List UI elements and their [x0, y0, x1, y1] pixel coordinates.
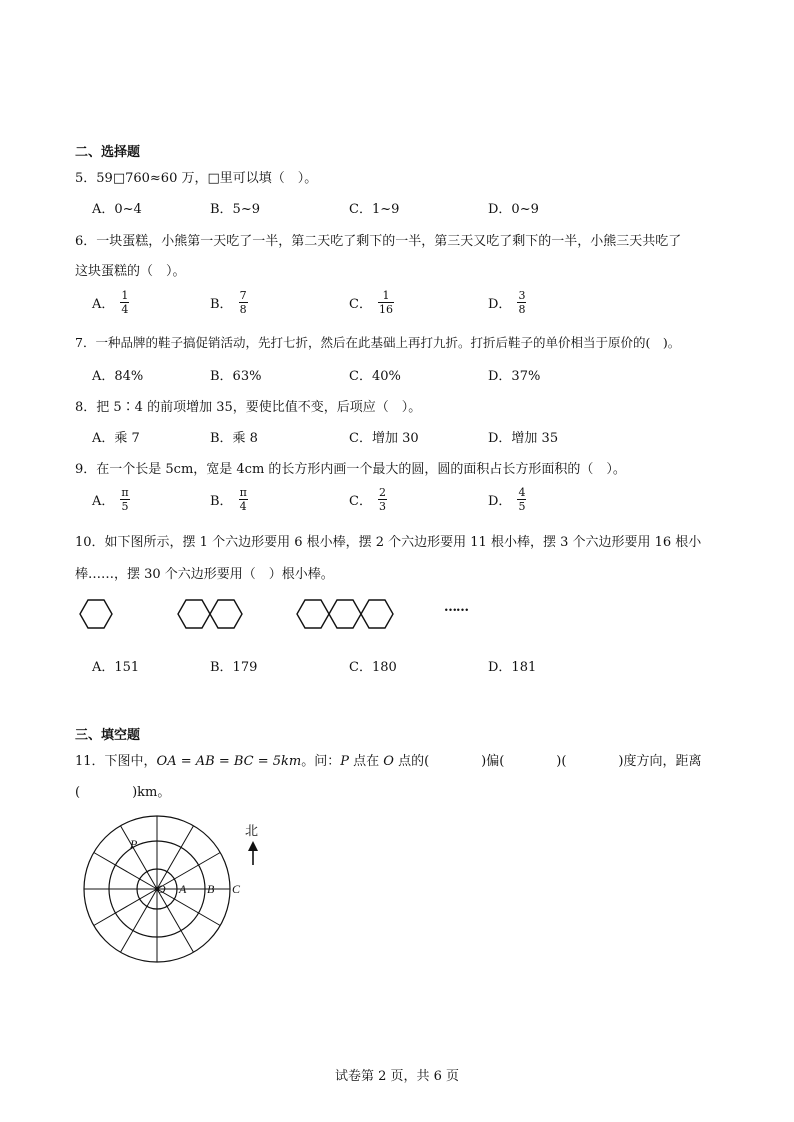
q9-option-a[interactable]	[92, 486, 130, 513]
q6-option-a-fraction: $\frac{1}{4}$	[121, 289, 129, 316]
q11-mid: 。问：	[301, 754, 341, 769]
q7-option-d[interactable]: D．37%	[488, 369, 541, 384]
q7-option-b[interactable]: B．63%	[210, 369, 262, 384]
question-11-stem-line1	[75, 750, 702, 769]
q9-option-c[interactable]	[349, 486, 387, 513]
hexagon-1-of-1	[80, 600, 112, 628]
q6-option-a[interactable]	[92, 289, 129, 316]
q6-option-d[interactable]	[488, 289, 526, 316]
q8-option-b[interactable]: B．乘 8	[210, 431, 258, 446]
question-5-stem: 5．59□760≈60 万，□里可以填（ ）。	[75, 171, 318, 186]
q9-option-d-fraction: $\frac{4}{5}$	[518, 486, 526, 513]
q10-option-b[interactable]: B．179	[210, 660, 258, 675]
q9-option-b-fraction: $\frac{\pi}{4}$	[239, 486, 247, 513]
hexagon-1-of-2	[178, 600, 210, 628]
q9-option-b[interactable]	[210, 486, 248, 513]
q9-option-d[interactable]	[488, 486, 526, 513]
page-footer: 试卷第 2 页，共 6 页	[334, 1069, 460, 1084]
question-6-stem-line1: 6．一块蛋糕，小熊第一天吃了一半，第二天吃了剩下的一半，第三天又吃了剩下的一半，小熊三天共吃了	[75, 234, 682, 249]
question-10-stem-line1: 10．如下图所示，摆 1 个六边形要用 6 根小棒，摆 2 个六边形要用 11 根小棒，摆 3 个六边形要用 16 根小	[75, 535, 702, 550]
q9-option-b-label: B．	[210, 494, 233, 509]
q6-option-a-label: A．	[92, 297, 115, 312]
label-a: A	[179, 882, 187, 896]
q10-option-d[interactable]: D．181	[488, 660, 537, 675]
q11-point-p: P	[340, 754, 349, 769]
q7-option-c[interactable]: C．40%	[349, 369, 401, 384]
question-10-stem-line2: 棒……，摆 30 个六边形要用（ ）根小棒。	[75, 567, 334, 582]
q11-prefix: 11．下图中，	[75, 754, 157, 769]
q5-option-d[interactable]: D．0~9	[488, 202, 539, 217]
q11-text2[interactable]: 点的( )偏( )( )度方向，距离	[393, 754, 702, 769]
q10-option-a[interactable]: A．151	[92, 660, 140, 675]
q6-option-b-fraction: $\frac{7}{8}$	[239, 289, 247, 316]
q9-option-c-fraction: $\frac{2}{3}$	[378, 486, 386, 513]
q10-option-c[interactable]: C．180	[349, 660, 397, 675]
hexagon-2-of-3	[329, 600, 361, 628]
section-title-choice: 二、选择题	[75, 145, 141, 160]
q8-option-d[interactable]: D．增加 35	[488, 431, 559, 446]
q8-option-a[interactable]: A．乘 7	[92, 431, 140, 446]
q7-option-a[interactable]: A．84%	[92, 369, 144, 384]
q8-option-c[interactable]: C．增加 30	[349, 431, 419, 446]
north-arrow-icon	[248, 841, 258, 865]
hexagon-1-of-3	[297, 600, 329, 628]
q11-text1: 点在	[349, 754, 384, 769]
question-11-stem-line2[interactable]: ( )km。	[75, 785, 171, 800]
q9-option-d-label: D．	[488, 494, 512, 509]
question-8-stem: 8．把 5∶4 的前项增加 35，要使比值不变，后项应（ ）。	[75, 400, 422, 415]
label-b: B	[207, 882, 215, 896]
q6-option-d-fraction: $\frac{3}{8}$	[518, 289, 526, 316]
q6-option-c-label: C．	[349, 297, 372, 312]
q11-formula: OA = AB = BC = 5km	[156, 754, 302, 769]
q6-option-b-label: B．	[210, 297, 233, 312]
polar-direction-figure	[70, 815, 270, 975]
q9-option-a-fraction: $\frac{\pi}{5}$	[121, 486, 129, 513]
label-p: P	[130, 837, 138, 851]
hexagon-3-of-3	[361, 600, 393, 628]
q5-option-c[interactable]: C．1~9	[349, 202, 400, 217]
q6-option-d-label: D．	[488, 297, 512, 312]
question-9-stem: 9．在一个长是 5cm，宽是 4cm 的长方形内画一个最大的圆，圆的面积占长方形面积的（ ）。	[75, 462, 626, 477]
q9-option-c-label: C．	[349, 494, 372, 509]
q6-option-c[interactable]	[349, 289, 394, 316]
q6-option-c-fraction: $\frac{1}{16}$	[378, 289, 393, 316]
label-c: C	[232, 882, 241, 896]
hexagon-pattern-figure	[70, 590, 470, 640]
q5-option-b[interactable]: B．5~9	[210, 202, 260, 217]
q6-option-b[interactable]	[210, 289, 248, 316]
label-o: O	[157, 882, 166, 896]
q11-point-o: O	[383, 754, 394, 769]
hexagon-ellipsis: ……	[444, 600, 468, 615]
hexagon-2-of-2	[210, 600, 242, 628]
q5-option-a[interactable]: A．0~4	[92, 202, 142, 217]
question-7-stem: 7．一种品牌的鞋子搞促销活动，先打七折，然后在此基础上再打九折。打折后鞋子的单价相当于原价的( )。	[75, 335, 681, 350]
q9-option-a-label: A．	[92, 494, 115, 509]
section-title-fill-blank: 三、填空题	[75, 728, 141, 743]
north-label: 北	[245, 824, 259, 839]
question-6-stem-line2: 这块蛋糕的（ ）。	[75, 264, 186, 279]
